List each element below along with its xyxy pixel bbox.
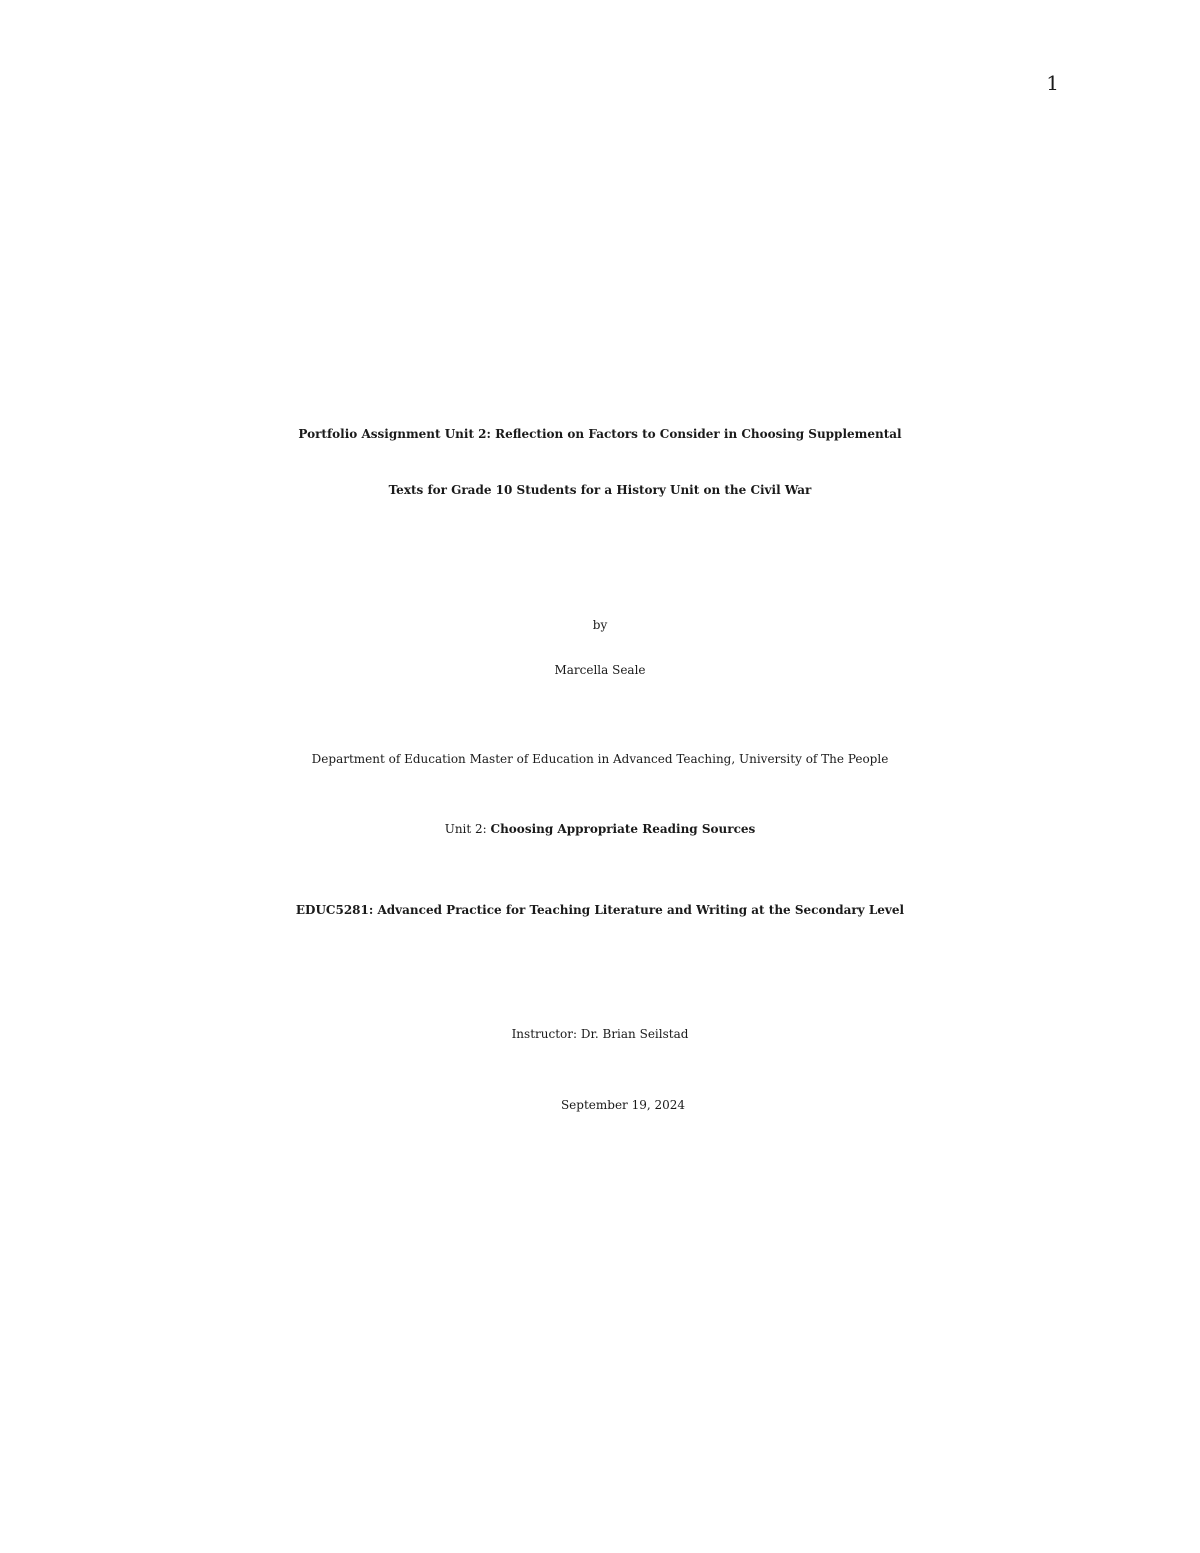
instructor-line: Instructor: Dr. Brian Seilstad	[511, 1027, 689, 1041]
date-line: September 19, 2024	[560, 1098, 686, 1112]
unit-line	[0, 816, 1200, 842]
title-line-1: Portfolio Assignment Unit 2: Reflection on Factors to Consider in Choosing Supplemental	[298, 427, 902, 441]
department-line: Department of Education Master of Education in Advanced Teaching, University of The People	[311, 752, 889, 766]
title-line-2: Texts for Grade 10 Students for a History Unit on the Civil War	[388, 483, 812, 497]
unit-prefix: Unit 2:	[444, 822, 491, 836]
page-number: 1	[1046, 71, 1059, 95]
unit-name: Choosing Appropriate Reading Sources	[490, 822, 756, 836]
by-label: by	[592, 618, 608, 632]
course-title: EDUC5281: Advanced Practice for Teaching Literature and Writing at the Secondary Level	[295, 903, 905, 917]
author-name: Marcella Seale	[554, 663, 646, 677]
